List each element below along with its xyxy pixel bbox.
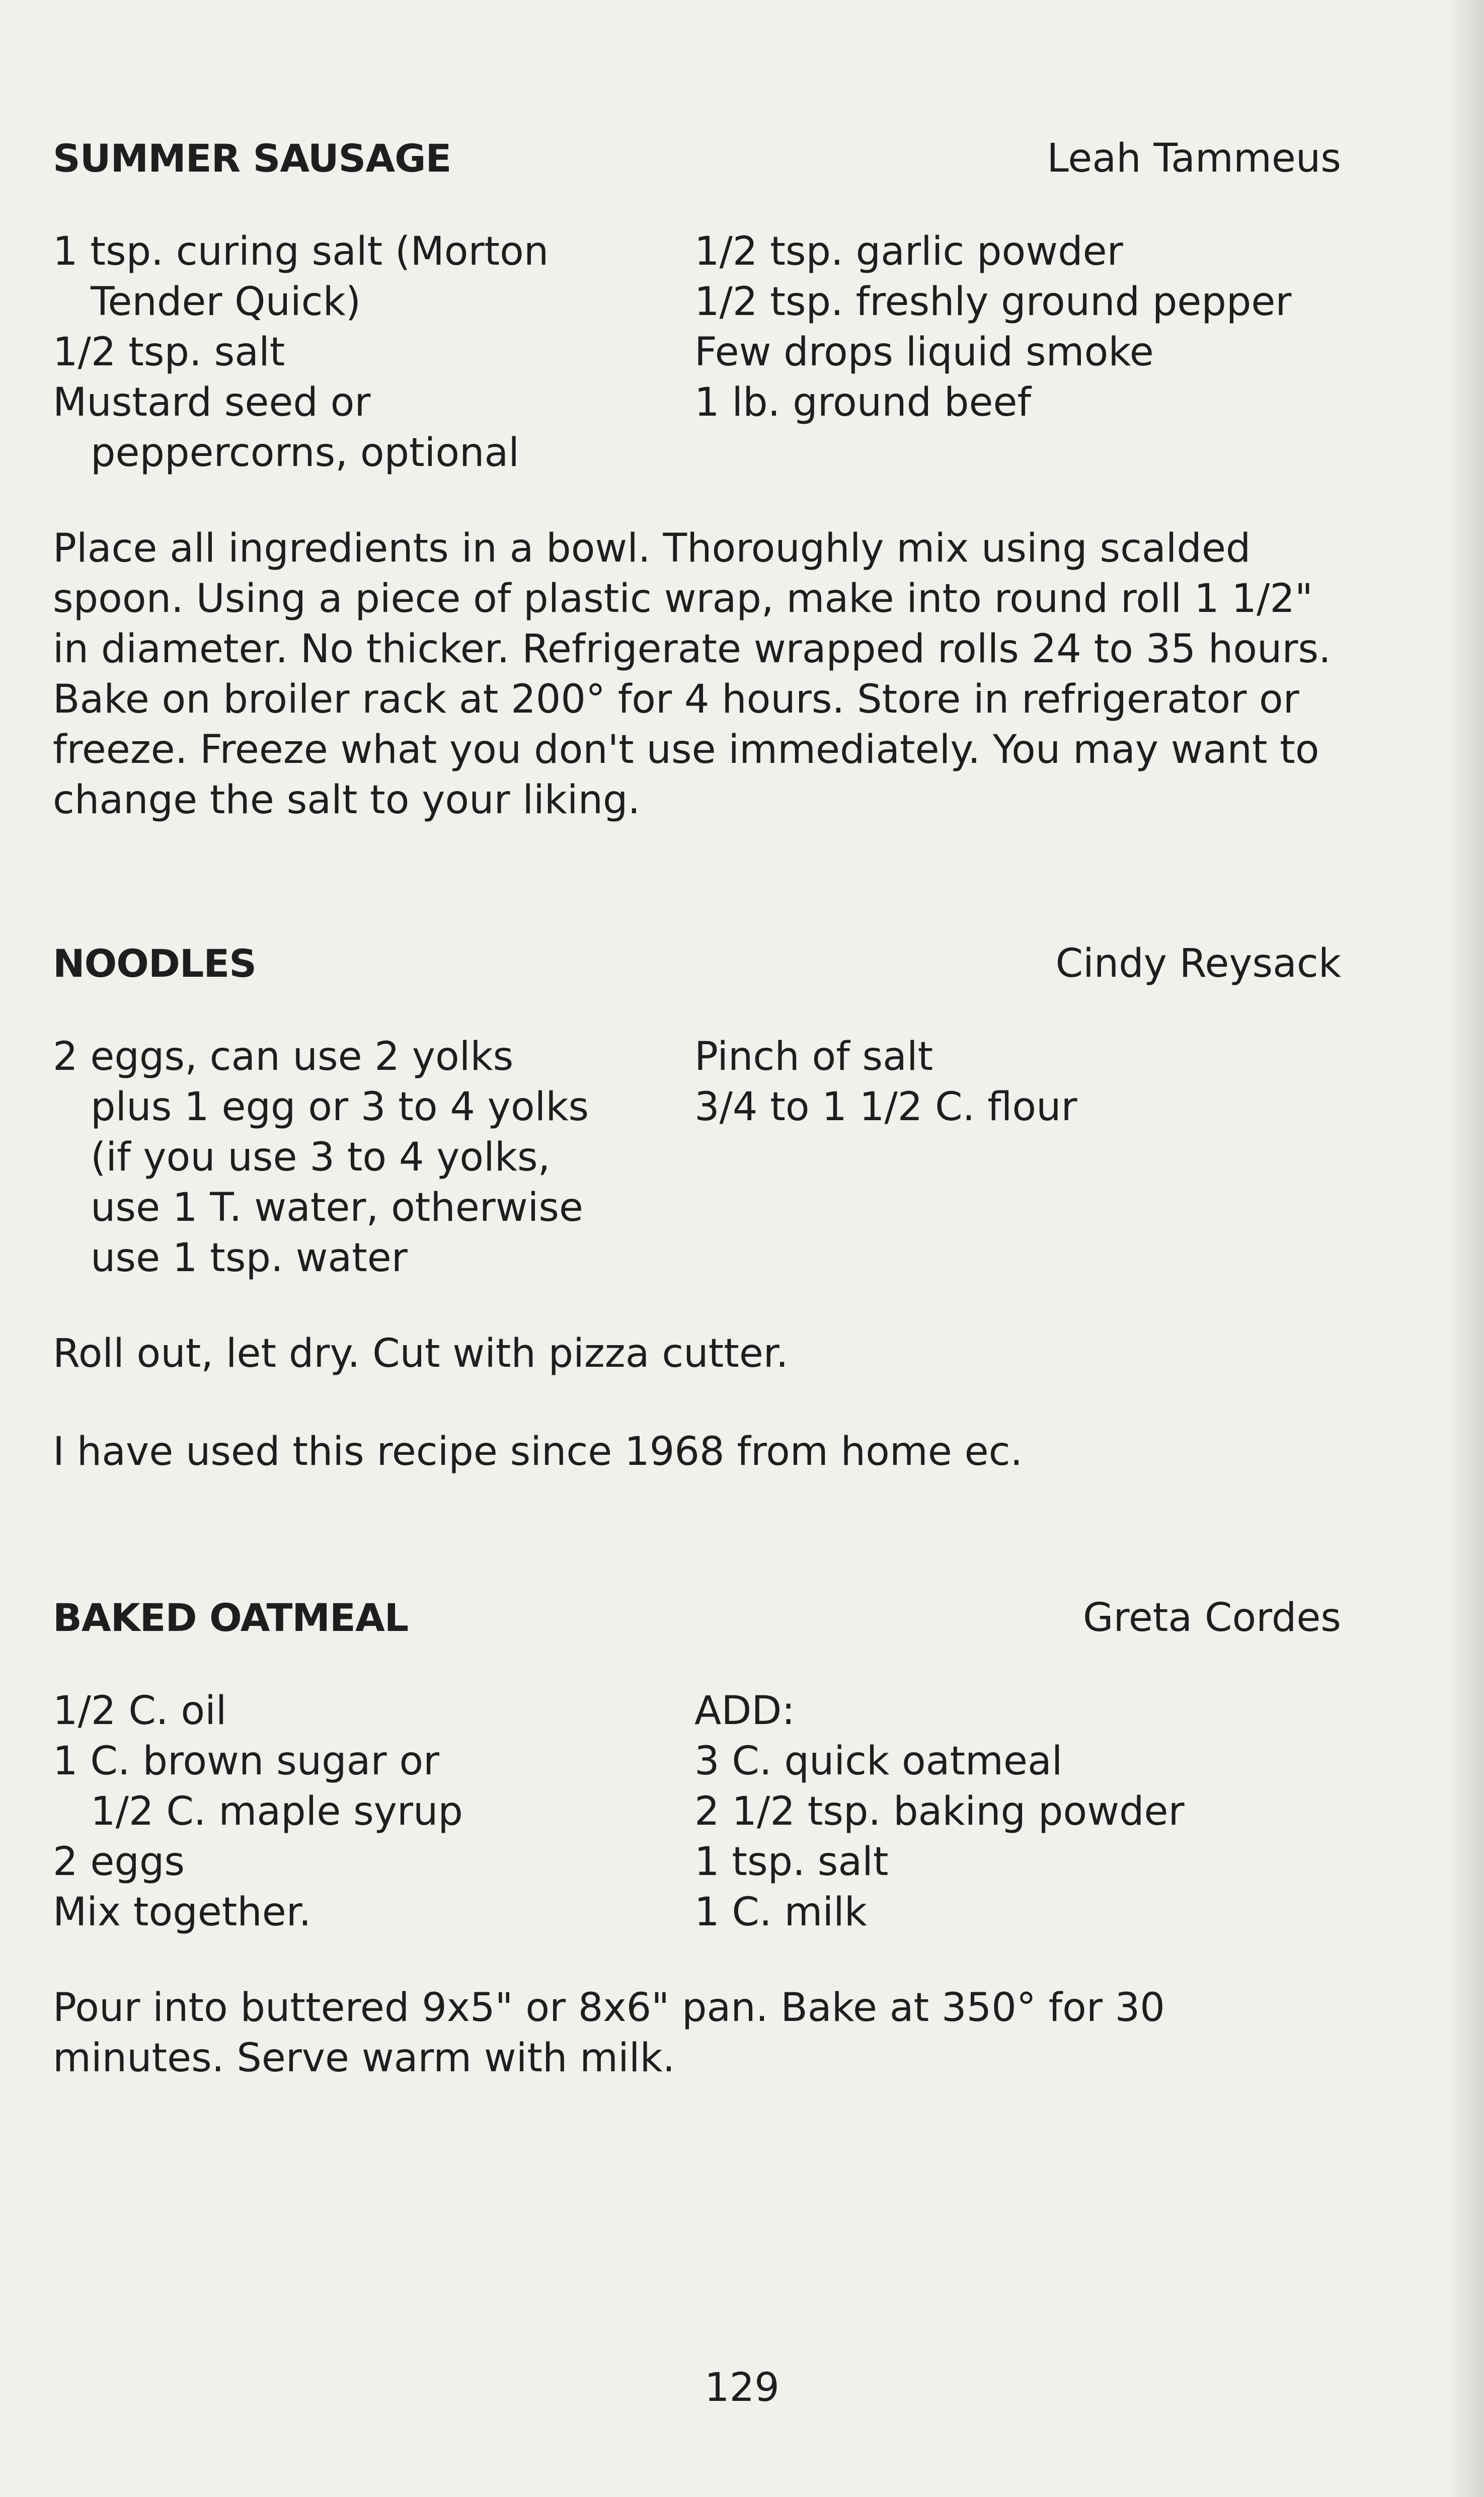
ingredient-line: use 1 T. water, otherwise	[91, 1185, 583, 1230]
ingredient-line: 1/2 tsp. salt	[53, 330, 285, 375]
recipe-header	[53, 941, 1341, 996]
ingredient-line: 3 C. quick oatmeal	[694, 1739, 1063, 1784]
recipe-title: SUMMER SAUSAGE	[53, 136, 451, 181]
recipe-author: Greta Cordes	[1083, 1595, 1341, 1641]
ingredient-line: use 1 tsp. water	[91, 1235, 408, 1281]
ingredient-line: 1 tsp. curing salt (Morton	[53, 229, 549, 274]
recipe-summer-sausage	[53, 136, 1341, 825]
ingredient-columns	[53, 226, 1341, 478]
ingredient-line: 1 tsp. salt	[694, 1839, 889, 1885]
ingredient-line: Tender Quick)	[91, 279, 361, 325]
recipe-baked-oatmeal	[53, 1595, 1341, 2083]
ingredient-line: plus 1 egg or 3 to 4 yolks	[91, 1084, 589, 1130]
recipe-author: Cindy Reysack	[1055, 941, 1341, 986]
ingredients-left	[53, 1686, 697, 1937]
ingredient-line: 1 C. milk	[694, 1890, 867, 1935]
ingredient-line: 1/2 C. oil	[53, 1688, 227, 1734]
instructions: Roll out, let dry. Cut with pizza cutter.	[53, 1331, 789, 1376]
ingredient-columns	[53, 1686, 1341, 1937]
recipe-header	[53, 136, 1341, 191]
recipe-author: Leah Tammeus	[1047, 136, 1341, 181]
ingredients-right	[694, 226, 1344, 428]
note: I have used this recipe since 1968 from home ec.	[53, 1429, 1023, 1474]
ingredient-line: peppercorns, optional	[91, 430, 519, 476]
recipe-title: BAKED OATMEAL	[53, 1595, 409, 1640]
ingredients-left	[53, 1032, 697, 1283]
ingredient-line: 3/4 to 1 1/2 C. flour	[694, 1084, 1077, 1130]
ingredient-line: 2 eggs, can use 2 yolks	[53, 1034, 514, 1079]
recipe-title: NOODLES	[53, 941, 256, 986]
instructions: Place all ingredients in a bowl. Thoroughly mix using scalded spoon. Using a piece of plastic wrap, make into round roll 1 1/2" in diameter. No thicker. Refrigerate wrapped rolls 24 to 35 hours. Bake on broiler rack at 200° for 4 hours. Store in refrigerator or freeze. Freeze what you don't use immediately. You may want to change the salt to your liking.	[53, 526, 1331, 823]
ingredient-line: Mustard seed or	[53, 380, 371, 425]
ingredient-line: 1 lb. ground beef	[694, 380, 1031, 425]
ingredients-right	[694, 1032, 1344, 1132]
ingredient-columns	[53, 1032, 1341, 1283]
ingredient-line: 1/2 tsp. garlic powder	[694, 229, 1123, 274]
ingredient-line: (if you use 3 to 4 yolks,	[91, 1135, 551, 1180]
ingredient-line: 1 C. brown sugar or	[53, 1739, 440, 1784]
ingredient-line: Few drops liquid smoke	[694, 330, 1154, 375]
ingredient-line: Pinch of salt	[694, 1034, 933, 1079]
ingredient-line: 2 eggs	[53, 1839, 185, 1885]
recipe-header	[53, 1595, 1341, 1651]
ingredient-line: ADD:	[694, 1688, 795, 1734]
recipe-noodles	[53, 941, 1341, 1477]
page-number: 129	[705, 2365, 779, 2410]
ingredient-line: 1/2 C. maple syrup	[91, 1789, 463, 1834]
ingredients-right	[694, 1686, 1344, 1937]
ingredient-line: 1/2 tsp. freshly ground pepper	[694, 279, 1292, 325]
ingredients-left	[53, 226, 697, 478]
instructions: Pour into buttered 9x5" or 8x6" pan. Bake at 350° for 30 minutes. Serve warm with milk.	[53, 1985, 1165, 2081]
ingredient-line: Mix together.	[53, 1890, 311, 1935]
ingredient-line: 2 1/2 tsp. baking powder	[694, 1789, 1185, 1834]
binding-shadow	[1449, 0, 1484, 2497]
